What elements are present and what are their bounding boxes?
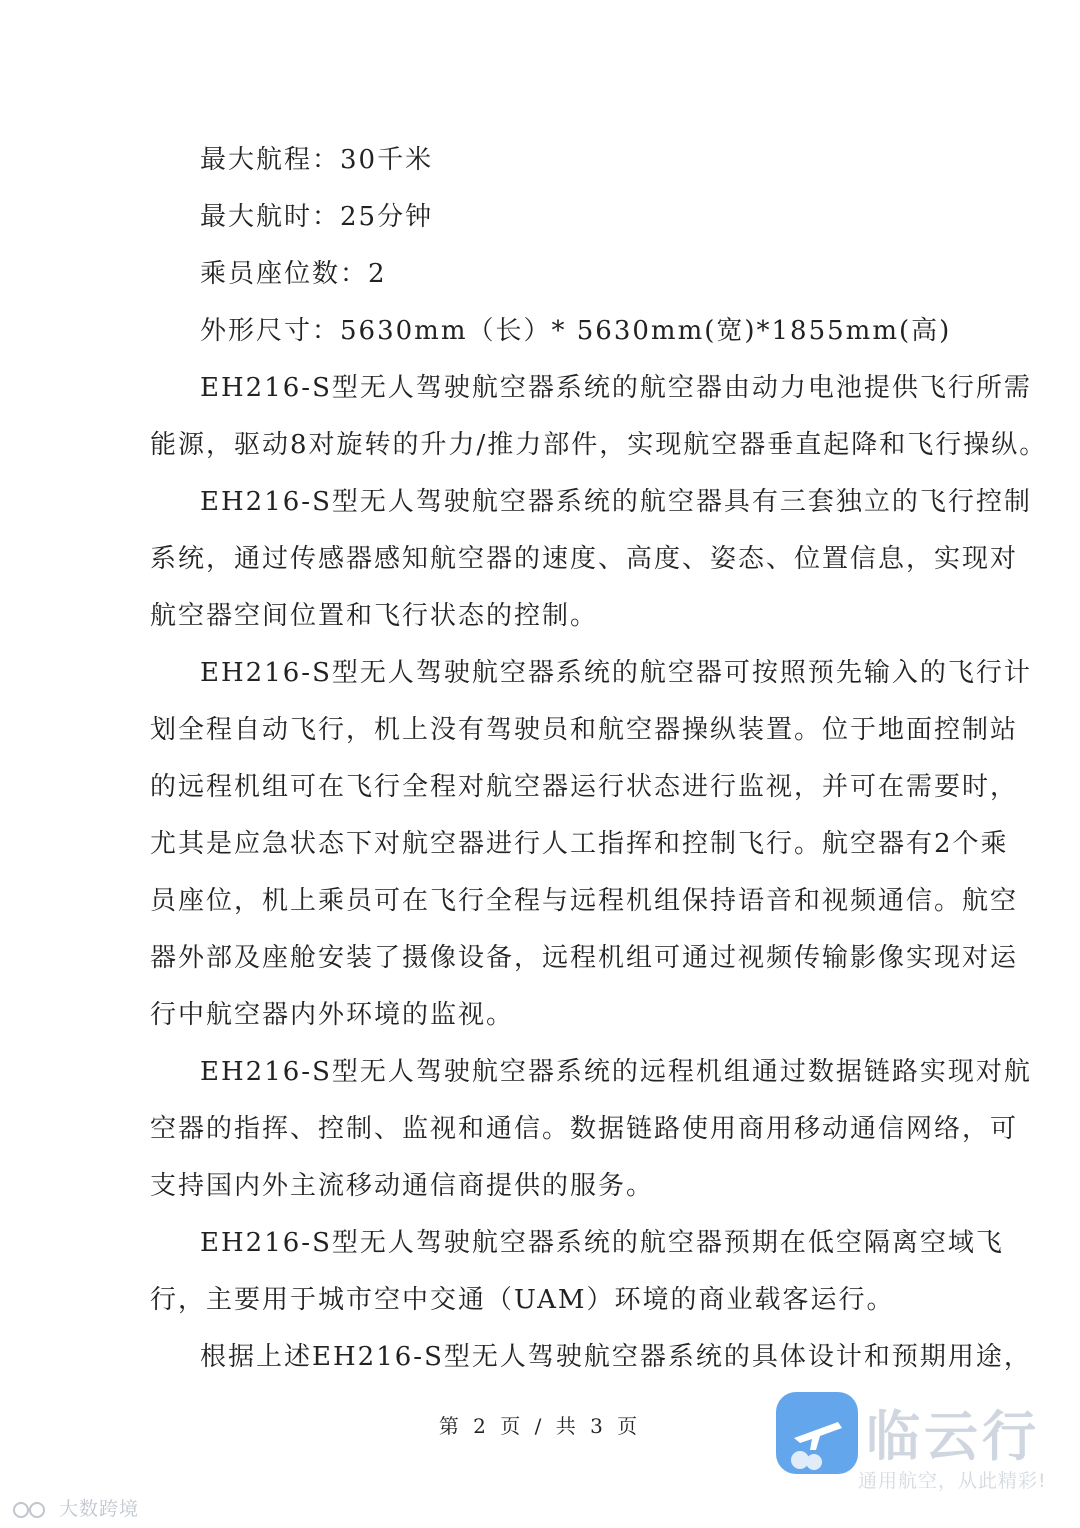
paragraph-2-line-3: 航空器空间位置和飞行状态的控制。 <box>150 601 599 631</box>
paragraph-3-line-3: 的远程机组可在飞行全程对航空器运行状态进行监视，并可在需要时， <box>150 772 1019 802</box>
watermark-source-text: 大数跨境 <box>59 1498 140 1520</box>
spec-dimensions: 外形尺寸：5630mm（长）* 5630mm(宽)*1855mm(高) <box>200 316 952 346</box>
paragraph-4-line-3: 支持国内外主流移动通信商提供的服务。 <box>150 1171 655 1201</box>
airplane-logo-icon <box>776 1392 858 1474</box>
paragraph-3-line-7: 行中航空器内外环境的监视。 <box>150 1000 515 1030</box>
paragraph-2-line-2: 系统，通过传感器感知航空器的速度、高度、姿态、位置信息，实现对 <box>150 544 1019 574</box>
paragraph-4-line-2: 空器的指挥、控制、监视和通信。数据链路使用商用移动通信网络，可 <box>150 1114 1019 1144</box>
watermark-slogan: 通用航空，从此精彩! <box>858 1470 1047 1492</box>
paragraph-2-line-1: EH216-S型无人驾驶航空器系统的航空器具有三套独立的飞行控制 <box>200 487 1032 517</box>
watermark-source <box>12 1494 139 1521</box>
paragraph-1-line-2: 能源，驱动8对旋转的升力/推力部件，实现航空器垂直起降和飞行操纵。 <box>150 430 1048 460</box>
page-number: 第 2 页 / 共 3 页 <box>438 1414 642 1438</box>
paragraph-3-line-6: 器外部及座舱安装了摄像设备，远程机组可通过视频传输影像实现对运 <box>150 943 1019 973</box>
paragraph-5-line-1: EH216-S型无人驾驶航空器系统的航空器预期在低空隔离空域飞 <box>200 1228 1004 1258</box>
spec-max-endurance: 最大航时：25分钟 <box>200 202 434 232</box>
paragraph-3-line-1: EH216-S型无人驾驶航空器系统的航空器可按照预先输入的飞行计 <box>200 658 1032 688</box>
spec-seats: 乘员座位数：2 <box>200 259 387 289</box>
watermark-brand: 临云行 <box>866 1405 1040 1468</box>
weibo-eye-icon <box>12 1500 52 1520</box>
paragraph-3-line-4: 尤其是应急状态下对航空器进行人工指挥和控制飞行。航空器有2个乘 <box>150 829 1009 859</box>
paragraph-4-line-1: EH216-S型无人驾驶航空器系统的远程机组通过数据链路实现对航 <box>200 1057 1032 1087</box>
paragraph-6-line-1: 根据上述EH216-S型无人驾驶航空器系统的具体设计和预期用途， <box>200 1342 1032 1372</box>
paragraph-1-line-1: EH216-S型无人驾驶航空器系统的航空器由动力电池提供飞行所需 <box>200 373 1032 403</box>
paragraph-3-line-5: 员座位，机上乘员可在飞行全程与远程机组保持语音和视频通信。航空 <box>150 886 1019 916</box>
paragraph-3-line-2: 划全程自动飞行，机上没有驾驶员和航空器操纵装置。位于地面控制站 <box>150 715 1019 745</box>
paragraph-5-line-2: 行，主要用于城市空中交通（UAM）环境的商业载客运行。 <box>150 1285 895 1315</box>
spec-max-range: 最大航程：30千米 <box>200 145 434 175</box>
